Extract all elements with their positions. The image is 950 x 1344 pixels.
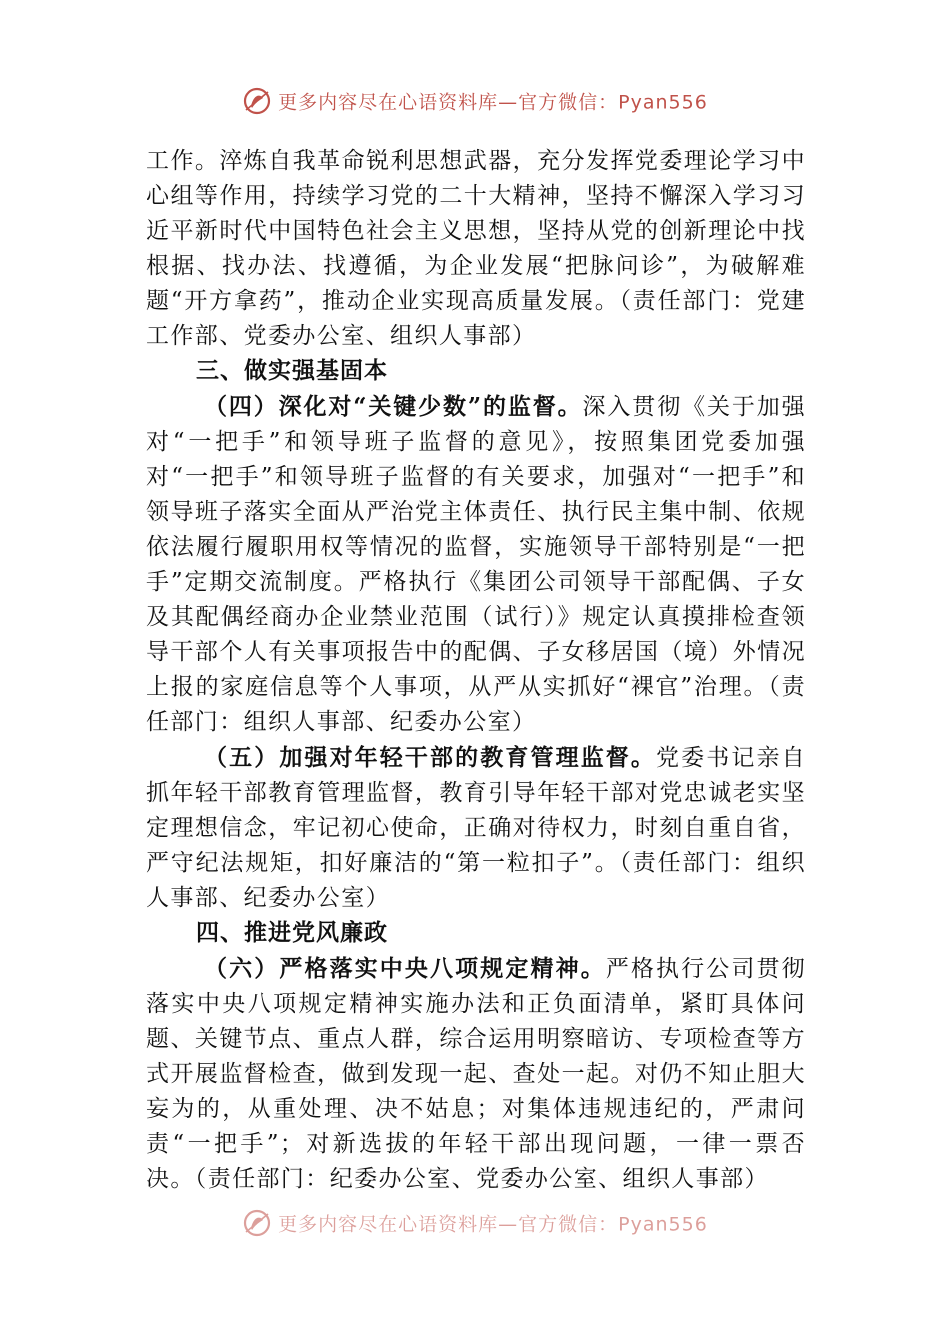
- stamp-logo-icon: [242, 86, 272, 116]
- watermark-header: [0, 86, 950, 116]
- paragraph-4-lead: （四）深化对“关键少数”的监督。: [204, 393, 583, 420]
- watermark-text: 更多内容尽在心语资料库—官方微信：Pyan556: [278, 91, 708, 114]
- stamp-logo-icon: [242, 1208, 272, 1238]
- paragraph-6: [146, 951, 806, 1197]
- document-body: [146, 144, 806, 1197]
- section-heading-4: 四、推进党风廉政: [196, 920, 388, 946]
- paragraph-5-body: 党委书记亲自抓年轻干部教育管理监督，教育引导年轻干部对党忠诚老实坚定理想信念，牢记初心使命，正确对待权力，时刻自重自省，严守纪法规矩，扣好廉洁的“第一粒扣子”。（责任部门：组织人事部、纪委办公室）: [146, 745, 806, 911]
- paragraph-5-lead: （五）加强对年轻干部的教育管理监督。: [204, 744, 657, 771]
- section-heading-3: 三、做实强基固本: [196, 358, 388, 384]
- paragraph-6-body: 严格执行公司贯彻落实中央八项规定精神实施办法和正负面清单，紧盯具体问题、关键节点、重点人群，综合运用明察暗访、专项检查等方式开展监督检查，做到发现一起、查处一起。对仍不知止胆大妄为的，从重处理、决不姑息；对集体违规违纪的，严肃问责“一把手”；对新选拔的年轻干部出现问题，一律一票否决。（责任部门：纪委办公室、党委办公室、组织人事部）: [146, 956, 807, 1192]
- paragraph-6-lead: （六）严格落实中央八项规定精神。: [204, 955, 606, 982]
- watermark-footer: [0, 1208, 950, 1238]
- paragraph-continuation: 工作。淬炼自我革命锐利思想武器，充分发挥党委理论学习中心组等作用，持续学习党的二十大精神，坚持不懈深入学习习近平新时代中国特色社会主义思想，坚持从党的创新理论中找根据、找办法、找遵循，为企业发展“把脉问诊”，为破解难题“开方拿药”，推动企业实现高质量发展。（责任部门：党建工作部、党委办公室、组织人事部）: [146, 148, 806, 349]
- paragraph-5: [146, 740, 806, 916]
- paragraph-4-body: 深入贯彻《关于加强对“一把手”和领导班子监督的意见》，按照集团党委加强对“一把手”和领导班子监督的有关要求，加强对“一把手”和领导班子落实全面从严治党主体责任、执行民主集中制、依规依法履行履职用权等情况的监督，实施领导干部特别是“一把手”定期交流制度。严格执行《集团公司领导干部配偶、子女及其配偶经商办企业禁业范围（试行）》规定认真摸排检查领导干部个人有关事项报告中的配偶、子女移居国（境）外情况上报的家庭信息等个人事项，从严从实抓好“裸官”治理。（责任部门：组织人事部、纪委办公室）: [146, 394, 806, 735]
- paragraph-4: [146, 389, 806, 740]
- watermark-text: 更多内容尽在心语资料库—官方微信：Pyan556: [278, 1213, 708, 1236]
